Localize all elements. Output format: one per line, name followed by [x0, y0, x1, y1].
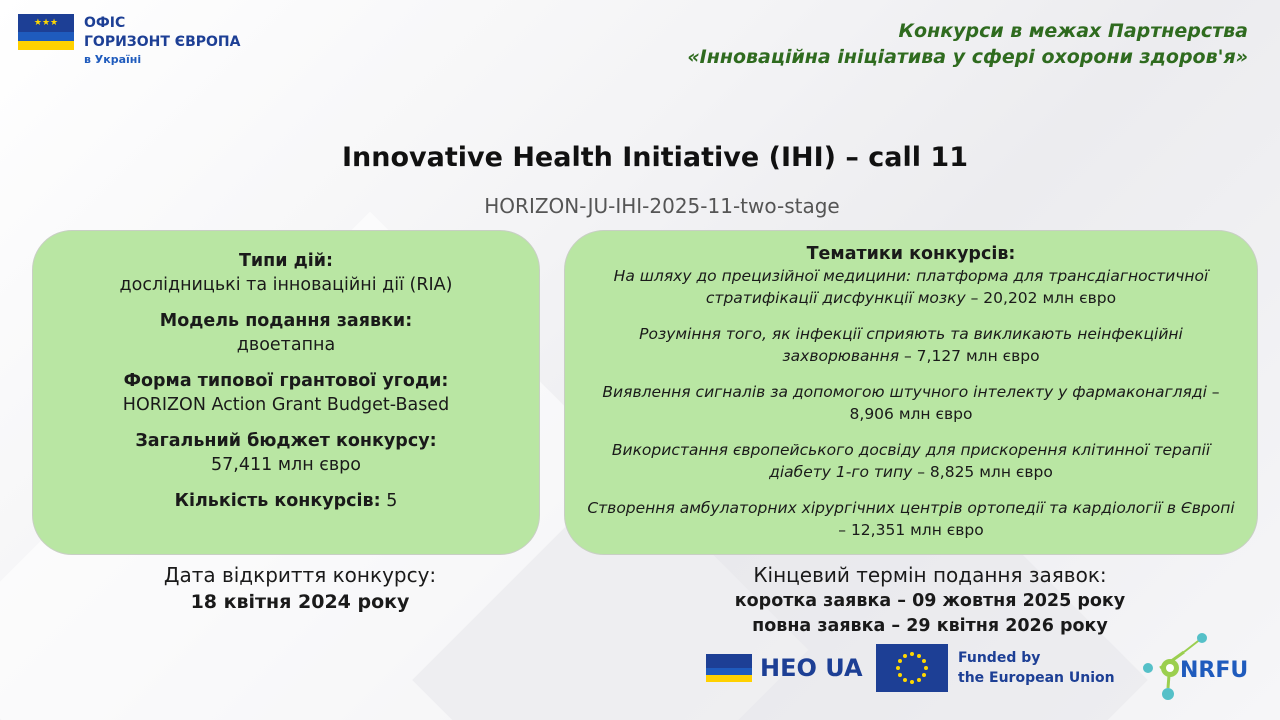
logo-line-3: в Україні	[84, 53, 142, 66]
topic-title: Розуміння того, як інфекції сприяють та викликають неінфекційні захворювання	[639, 325, 1183, 365]
deadline-block	[680, 562, 1180, 639]
topics-card	[564, 230, 1258, 555]
action-types-value: дослідницькі та інноваційні дії (RIA)	[119, 275, 453, 295]
ua-flag-icon	[18, 32, 74, 50]
logo-line-2: ГОРИЗОНТ ЄВРОПА	[84, 34, 241, 50]
count-label: Кількість конкурсів:	[174, 491, 381, 511]
page-title: Innovative Health Initiative (IHI) – call 11	[342, 142, 968, 173]
submission-model-label: Модель подання заявки:	[159, 311, 413, 331]
flags-icon	[706, 654, 752, 682]
grant-form-label: Форма типової грантової угоди:	[123, 371, 449, 391]
grant-form-value: HORIZON Action Grant Budget-Based	[122, 395, 450, 415]
topic-amount: – 7,127 млн євро	[899, 347, 1040, 365]
deadline-full-value: повна заявка – 29 квітня 2026 року	[752, 616, 1108, 636]
heo-ua-logo	[706, 654, 863, 682]
eu-flag-icon	[706, 654, 752, 668]
nrfu-text: NRFU	[1180, 658, 1249, 683]
logo-line-1: ОФІС	[84, 15, 126, 31]
heo-ua-text: HEO UA	[760, 654, 863, 682]
slide-header-title	[687, 18, 1248, 70]
nrfu-logo	[1140, 632, 1266, 706]
horizon-europe-office-logo	[18, 14, 240, 68]
topic-item	[565, 497, 1257, 541]
topic-item	[565, 265, 1257, 309]
submission-model-value: двоетапна	[236, 335, 336, 355]
topic-item	[565, 381, 1257, 425]
funded-line-1: Funded by	[958, 650, 1041, 666]
header-title-line-1: Конкурси в межах Партнерства	[898, 20, 1248, 42]
call-identifier: HORIZON-JU-IHI-2025-11-two-stage	[484, 194, 840, 218]
topic-item	[565, 439, 1257, 483]
eu-flag-icon	[876, 644, 948, 692]
count-value: 5	[386, 491, 398, 511]
topic-title: Виявлення сигналів за допомогою штучного інтелекту у фармаконагляді	[602, 383, 1207, 401]
budget-value: 57,411 млн євро	[211, 455, 361, 475]
deadline-label: Кінцевий термін подання заявок:	[753, 563, 1107, 587]
topic-title: Створення амбулаторних хірургічних центрів ортопедії та кардіології в Європі	[587, 499, 1235, 517]
topic-title: На шляху до прецизійної медицини: платформа для трансдіагностичної стратифікації дисфункції мозку	[613, 267, 1209, 307]
call-details-card	[32, 230, 540, 555]
open-date-value: 18 квітня 2024 року	[190, 591, 410, 613]
ua-flag-icon	[706, 668, 752, 682]
funded-line-2: the European Union	[958, 670, 1115, 686]
budget-label: Загальний бюджет конкурсу:	[135, 431, 437, 451]
topic-item	[565, 323, 1257, 367]
deadline-short-value: коротка заявка – 09 жовтня 2025 року	[734, 591, 1126, 611]
flags-icon	[18, 14, 74, 50]
topic-amount: – 20,202 млн євро	[965, 289, 1117, 307]
topic-title: Використання європейського досвіду для прискорення клітинної терапії діабету 1-го типу	[611, 441, 1211, 481]
header-title-line-2: «Інноваційна ініціатива у сфері охорони здоров'я»	[687, 46, 1248, 68]
topic-amount: – 8,825 млн євро	[912, 463, 1053, 481]
eu-flag-icon: ★★★	[18, 14, 74, 32]
topic-amount: – 12,351 млн євро	[838, 521, 984, 539]
open-date-block	[40, 562, 560, 616]
open-date-label: Дата відкриття конкурсу:	[163, 563, 437, 587]
funded-by-eu-logo	[876, 644, 1115, 692]
topics-heading: Тематики конкурсів:	[806, 244, 1016, 264]
topic-amount: – 8,906 млн євро	[849, 383, 1220, 423]
action-types-label: Типи дій:	[238, 251, 334, 271]
